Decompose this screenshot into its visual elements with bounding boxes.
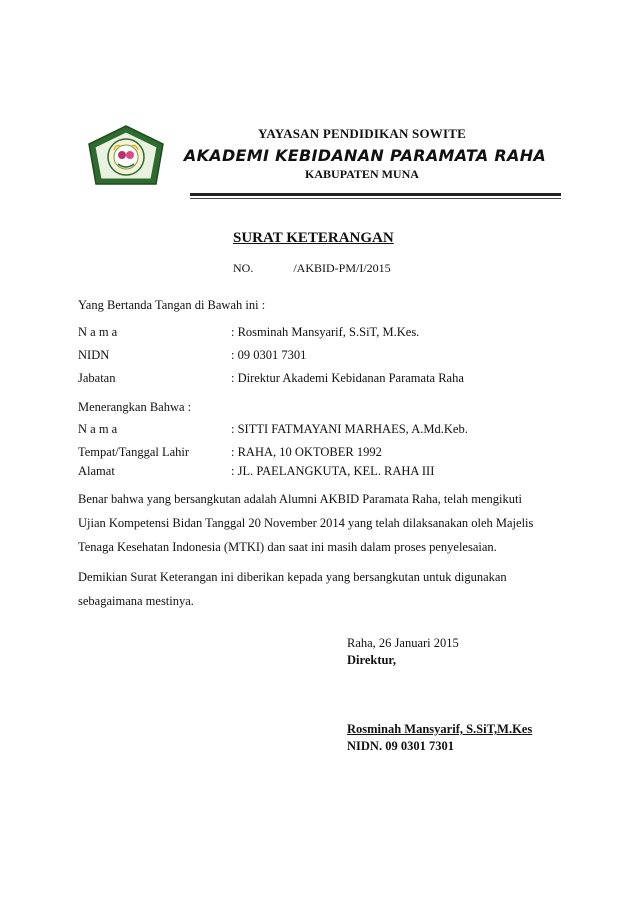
letter-number bbox=[233, 261, 391, 276]
letter-number-label: NO. bbox=[233, 261, 254, 275]
foundation-name: YAYASAN PENDIDIKAN SOWITE bbox=[257, 126, 466, 141]
letter-title: SURAT KETERANGAN bbox=[233, 230, 394, 246]
place-date: Raha, 26 Januari 2015 bbox=[347, 636, 459, 650]
closing-line-1: Demikian Surat Keterangan ini diberikan kepada yang bersangkutan untuk digunakan bbox=[78, 570, 507, 584]
signer-label-nidn: NIDN bbox=[78, 348, 110, 362]
signer-label-name: N a m a bbox=[78, 325, 118, 339]
subject-value-address: : JL. PAELANGKUTA, KEL. RAHA III bbox=[231, 464, 435, 478]
intro-text: Yang Bertanda Tangan di Bawah ini : bbox=[78, 298, 266, 312]
closing-line-2: sebagaimana mestinya. bbox=[78, 594, 194, 608]
signatory-position: Direktur, bbox=[347, 653, 396, 667]
signer-label-position: Jabatan bbox=[78, 371, 116, 385]
body-line-1: Benar bahwa yang bersangkutan adalah Alumni AKBID Paramata Raha, telah mengikuti bbox=[78, 492, 522, 506]
letter-number-value: /AKBID-PM/I/2015 bbox=[293, 261, 391, 275]
body-line-2: Ujian Kompetensi Bidan Tanggal 20 November 2014 yang telah dilaksanakan oleh Majelis bbox=[78, 516, 534, 530]
signatory-name: Rosminah Mansyarif, S.SiT,M.Kes bbox=[347, 722, 533, 736]
subject-label-name: N a m a bbox=[78, 422, 118, 436]
signer-value-name: : Rosminah Mansyarif, S.SiT, M.Kes. bbox=[231, 325, 420, 339]
signer-value-position: : Direktur Akademi Kebidanan Paramata Raha bbox=[231, 371, 464, 385]
letterhead-rule-thin bbox=[190, 198, 561, 199]
subject-label-birth: Tempat/Tanggal Lahir bbox=[78, 445, 190, 459]
signer-value-nidn: : 09 0301 7301 bbox=[231, 348, 307, 362]
body-line-3: Tenaga Kesehatan Indonesia (MTKI) dan saat ini masih dalam proses penyelesaian. bbox=[78, 540, 497, 554]
subject-value-name: : SITTI FATMAYANI MARHAES, A.Md.Keb. bbox=[231, 422, 468, 436]
subject-label-address: Alamat bbox=[78, 464, 115, 478]
signatory-nidn: NIDN. 09 0301 7301 bbox=[347, 739, 454, 753]
letterhead-rule-thick bbox=[190, 193, 561, 196]
regency-name: KABUPATEN MUNA bbox=[305, 167, 419, 181]
subject-value-birth: : RAHA, 10 OKTOBER 1992 bbox=[231, 445, 382, 459]
declares-text: Menerangkan Bahwa : bbox=[78, 400, 192, 414]
institution-name: AKADEMI KEBIDANAN PARAMATA RAHA bbox=[183, 146, 547, 165]
